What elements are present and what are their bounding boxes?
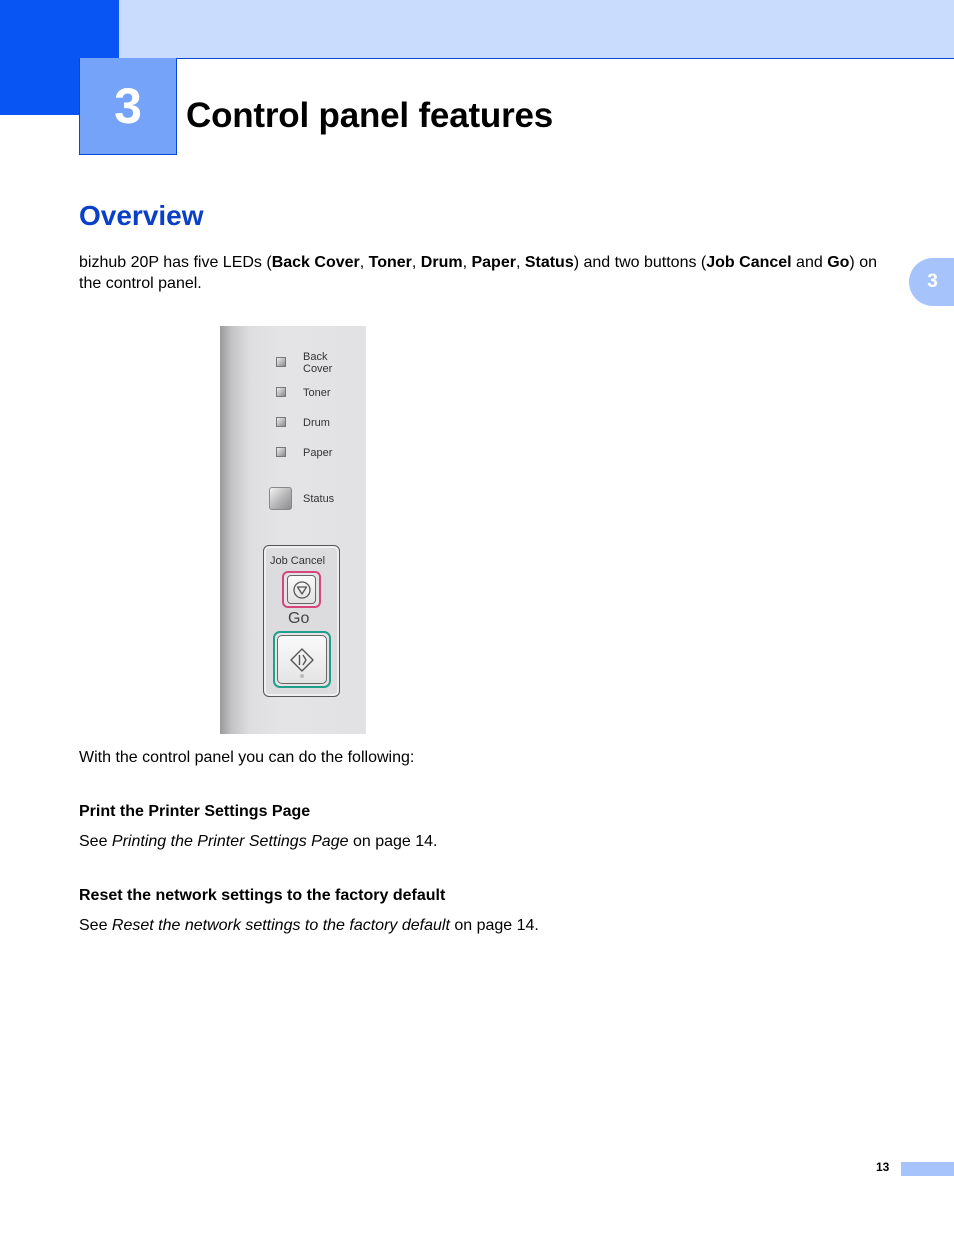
after-figure-text: With the control panel you can do the following: xyxy=(79,749,415,766)
job-cancel-icon xyxy=(292,580,312,600)
led-back-cover-icon xyxy=(276,357,286,367)
status-label: Status xyxy=(303,493,335,505)
intro-segment: , xyxy=(515,254,525,271)
intro-segment: Go xyxy=(827,254,850,271)
item-reference-network-reset: See Reset the network settings to the factory default on page 14. xyxy=(79,917,539,934)
led-label-drum: Drum xyxy=(303,417,330,429)
cross-reference-link[interactable]: Reset the network settings to the factory default xyxy=(111,917,450,934)
job-cancel-label: Job Cancel xyxy=(270,555,326,567)
item-heading-network-reset: Reset the network settings to the factory default xyxy=(79,887,446,904)
led-label-back-cover: Back Cover xyxy=(303,351,333,375)
header-band xyxy=(0,0,954,59)
intro-segment: Paper xyxy=(471,254,516,271)
led-label-paper: Paper xyxy=(303,447,333,459)
go-button xyxy=(273,631,331,688)
intro-segment: , xyxy=(411,254,421,271)
intro-paragraph xyxy=(79,252,889,294)
led-label-toner: Toner xyxy=(303,387,331,399)
intro-segment: , xyxy=(462,254,472,271)
intro-segment: Toner xyxy=(368,254,412,271)
intro-segment: ) on the control panel. xyxy=(79,254,877,292)
led-toner-icon xyxy=(276,387,286,397)
cross-reference-link[interactable]: Printing the Printer Settings Page xyxy=(111,833,349,850)
chapter-number-box xyxy=(79,58,177,155)
chapter-side-tab xyxy=(909,258,954,306)
intro-segment: ) and two buttons ( xyxy=(573,254,707,271)
intro-segment: , xyxy=(359,254,369,271)
go-icon xyxy=(288,646,316,674)
side-tab-label: 3 xyxy=(927,271,938,292)
intro-segment: and xyxy=(791,254,828,271)
intro-segment: Drum xyxy=(420,254,463,271)
intro-segment: Back Cover xyxy=(271,254,360,271)
led-paper-icon xyxy=(276,447,286,457)
footer-bar xyxy=(901,1162,954,1176)
go-label: Go xyxy=(288,610,310,627)
page-number: 13 xyxy=(876,1160,890,1174)
job-cancel-button xyxy=(282,571,321,608)
section-title: Overview xyxy=(79,200,204,231)
intro-segment: bizhub 20P has five LEDs ( xyxy=(79,254,272,271)
chapter-number: 3 xyxy=(114,78,142,134)
status-led-icon xyxy=(269,487,292,510)
chapter-title: Control panel features xyxy=(186,96,554,135)
item-heading-settings-page: Print the Printer Settings Page xyxy=(79,803,311,820)
intro-segment: Job Cancel xyxy=(706,254,792,271)
item-reference-settings-page: See Printing the Printer Settings Page on page 14. xyxy=(79,833,438,850)
led-drum-icon xyxy=(276,417,286,427)
intro-segment: Status xyxy=(524,254,574,271)
control-panel-figure xyxy=(220,326,366,734)
go-indicator-dot xyxy=(300,674,304,678)
